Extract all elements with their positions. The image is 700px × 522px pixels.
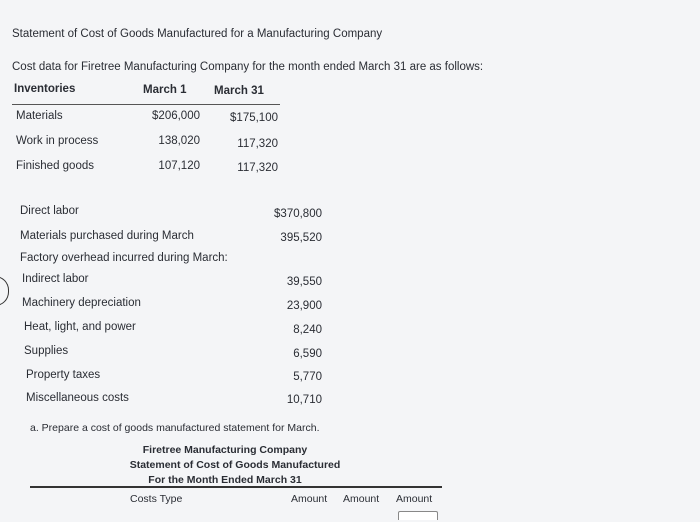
col-march1-header: March 1 — [143, 84, 187, 96]
inv-row-mar1: 138,020 — [158, 135, 200, 147]
overhead-heading: Factory overhead incurred during March: — [20, 252, 228, 264]
statement-rule — [30, 486, 442, 488]
scan-edge-mark — [0, 276, 9, 306]
inv-row-mar31: $175,100 — [230, 112, 278, 124]
inv-row-label: Materials — [16, 110, 63, 122]
cost-label: Direct labor — [20, 205, 79, 217]
cost-value: $370,800 — [274, 208, 322, 220]
statement-period: For the Month Ended March 31 — [148, 474, 302, 486]
intro-text: Cost data for Firetree Manufacturing Company for the month ended March 31 are as follows: — [12, 61, 484, 73]
col-costs-type: Costs Type — [130, 493, 183, 505]
overhead-value: 23,900 — [286, 300, 322, 312]
overhead-label: Supplies — [24, 345, 69, 357]
statement-title: Statement of Cost of Goods Manufactured — [129, 459, 341, 471]
overhead-value: 8,240 — [293, 324, 322, 336]
overhead-label: Indirect labor — [22, 273, 89, 285]
header-rule — [12, 104, 280, 105]
inv-row-mar31: 117,320 — [237, 138, 278, 150]
cost-label: Materials purchased during March — [20, 230, 194, 242]
overhead-value: 10,710 — [286, 394, 322, 406]
inv-row-mar1: $206,000 — [152, 110, 200, 122]
inv-row-label: Work in process — [16, 135, 99, 147]
statement-company: Firetree Manufacturing Company — [142, 444, 308, 456]
overhead-label: Miscellaneous costs — [26, 392, 129, 404]
overhead-label: Property taxes — [26, 369, 101, 381]
col-march31-header: March 31 — [214, 85, 264, 97]
amount-input-box[interactable] — [398, 511, 438, 520]
overhead-label: Heat, light, and power — [24, 321, 136, 333]
overhead-value: 5,770 — [293, 371, 322, 383]
inv-row-label: Finished goods — [16, 160, 94, 172]
inventories-header: Inventories — [14, 83, 76, 95]
cost-value: 395,520 — [280, 232, 322, 244]
inv-row-mar31: 117,320 — [237, 162, 278, 174]
question-a: a. Prepare a cost of goods manufactured statement for March. — [30, 422, 320, 434]
col-amount-3: Amount — [396, 493, 433, 505]
inv-row-mar1: 107,120 — [158, 160, 200, 172]
overhead-value: 39,550 — [286, 276, 322, 288]
problem-title: Statement of Cost of Goods Manufactured for a Manufacturing Company — [12, 28, 383, 40]
col-amount-1: Amount — [291, 493, 328, 505]
overhead-value: 6,590 — [293, 348, 322, 360]
overhead-label: Machinery depreciation — [22, 297, 141, 309]
col-amount-2: Amount — [343, 493, 380, 505]
